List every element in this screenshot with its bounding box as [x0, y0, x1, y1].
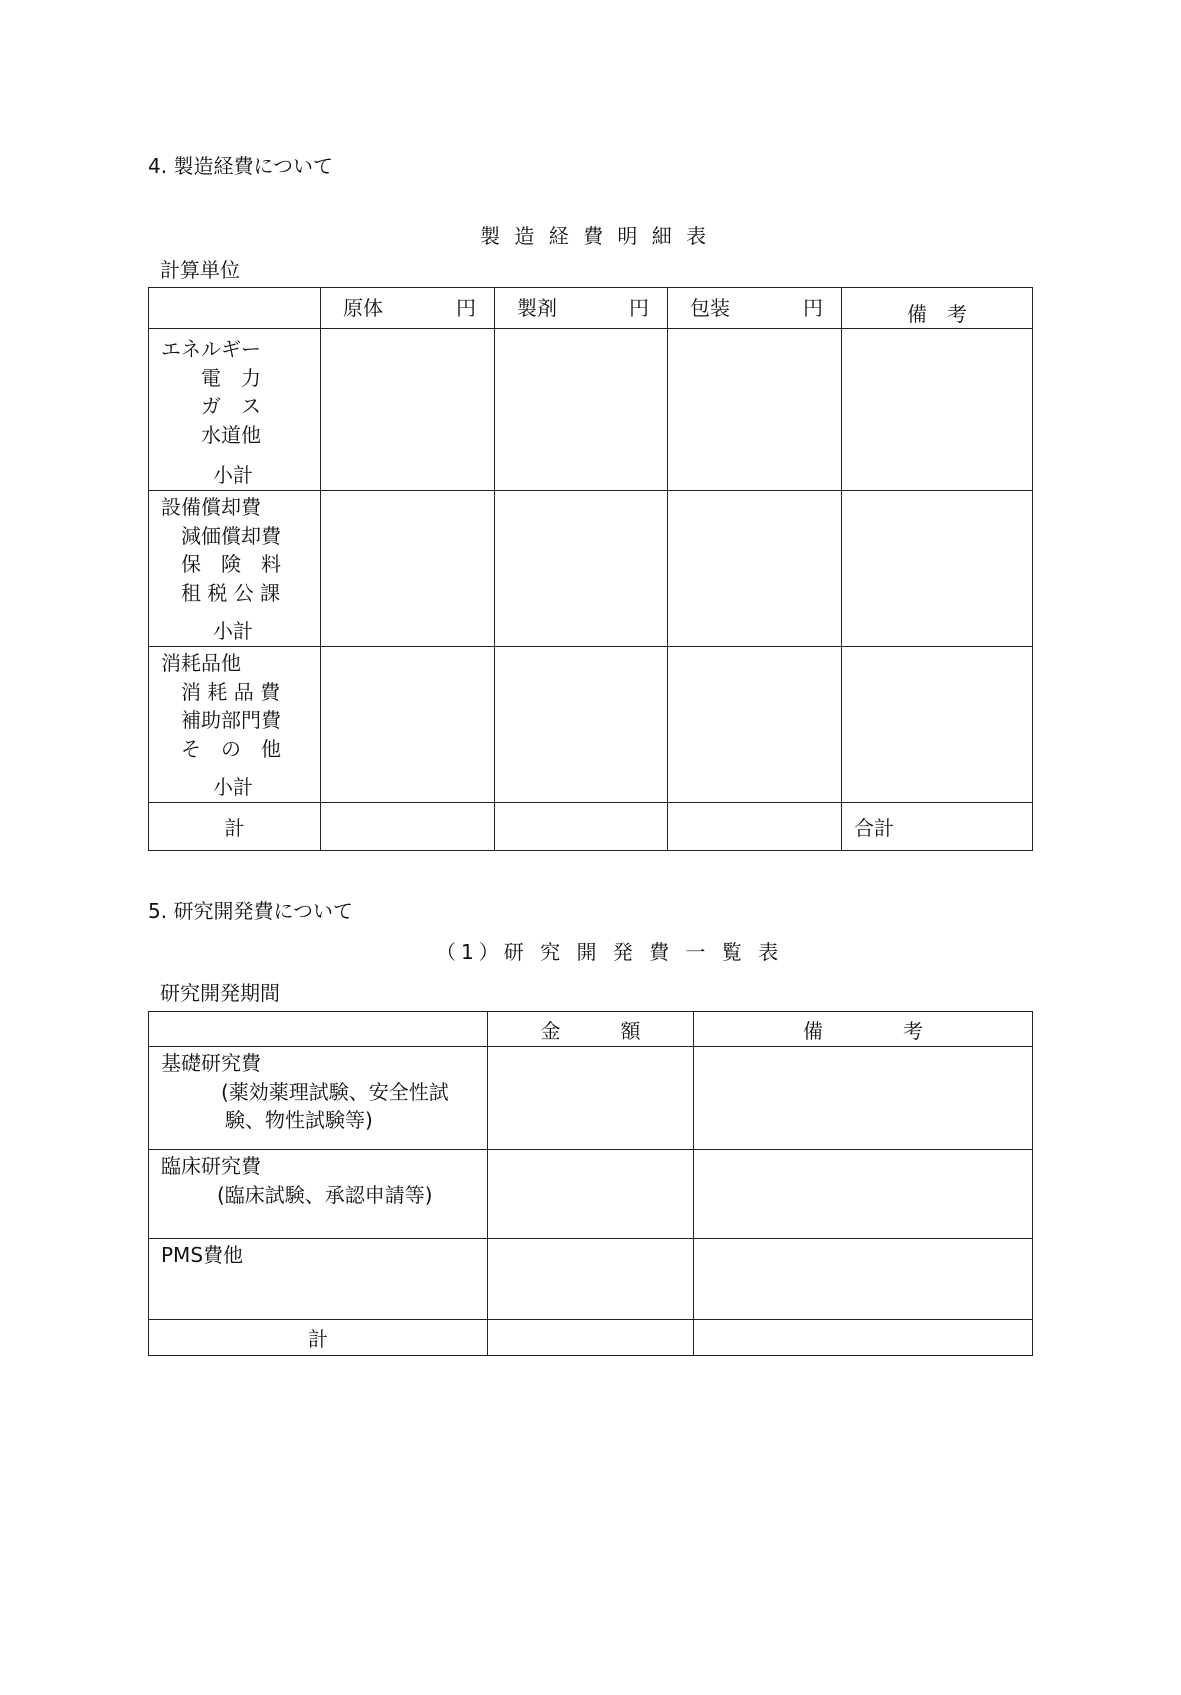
remarks-header: 備 考 — [803, 1018, 923, 1043]
row-label — [149, 1047, 488, 1150]
rd-row-clinical — [149, 1150, 1033, 1239]
cell — [495, 802, 668, 850]
column-name: 製剤 — [517, 296, 557, 320]
total-label-cell — [149, 802, 321, 850]
cell — [842, 329, 1033, 491]
rd-row-basic — [149, 1047, 1033, 1150]
subtotal-label: 小計 — [213, 775, 253, 800]
header-seizai — [495, 288, 668, 329]
column-unit: 円 — [803, 296, 823, 320]
amount-header: 金 額 — [540, 1018, 641, 1043]
manufacturing-expense-table-title: 製 造 経 費 明 細 表 — [480, 224, 711, 248]
cell — [668, 490, 842, 646]
cell — [668, 329, 842, 491]
column-unit: 円 — [629, 296, 649, 320]
header-blank — [149, 288, 321, 329]
rd-period-label: 研究開発期間 — [160, 981, 280, 1005]
row-note: 験、物性試験等) — [225, 1108, 373, 1133]
header-housou — [668, 288, 842, 329]
column-name: 包装 — [690, 296, 730, 320]
calculation-unit-label: 計算単位 — [160, 258, 240, 282]
subtotal-label: 小計 — [213, 463, 253, 488]
total-label-cell — [149, 1320, 488, 1356]
group-item: 減価償却費 — [181, 523, 281, 548]
cell — [694, 1150, 1033, 1239]
group-label — [149, 329, 321, 491]
row-label — [149, 1239, 488, 1320]
total-row — [149, 802, 1033, 850]
row-title: PMS費他 — [161, 1243, 244, 1267]
cell — [488, 1239, 694, 1320]
header-row — [149, 288, 1033, 329]
cell — [495, 329, 668, 491]
cell — [495, 490, 668, 646]
group-row-energy — [149, 329, 1033, 491]
group-item: 水道他 — [201, 422, 261, 447]
cell — [488, 1320, 694, 1356]
cell — [668, 646, 842, 802]
cell — [694, 1239, 1033, 1320]
grand-total-cell — [842, 802, 1033, 850]
header-blank — [149, 1012, 488, 1047]
rd-expense-table-title: （1）研 究 開 発 費 一 覧 表 — [436, 940, 784, 964]
section4-heading: 4. 製造経費について — [148, 154, 334, 178]
group-item: 保 険 料 — [181, 552, 281, 577]
cell — [321, 490, 495, 646]
cell — [668, 802, 842, 850]
header-remarks — [842, 288, 1033, 329]
manufacturing-expense-table — [148, 287, 1033, 851]
group-item: 租 税 公 課 — [181, 580, 281, 605]
row-note: (薬効薬理試験、安全性試 — [221, 1079, 449, 1104]
group-item: 補助部門費 — [181, 708, 281, 733]
cell — [495, 646, 668, 802]
group-item: 電 力 — [201, 365, 261, 390]
header-amount — [488, 1012, 694, 1047]
total-row — [149, 1320, 1033, 1356]
cell — [488, 1150, 694, 1239]
cell — [694, 1047, 1033, 1150]
group-item: ガ ス — [201, 394, 261, 419]
row-title: 基礎研究費 — [161, 1051, 261, 1075]
total-label: 計 — [224, 815, 245, 840]
header-row — [149, 1012, 1033, 1047]
column-unit: 円 — [456, 296, 476, 320]
rd-expense-table — [148, 1011, 1033, 1356]
cell — [321, 646, 495, 802]
cell — [321, 802, 495, 850]
rd-row-pms — [149, 1239, 1033, 1320]
group-row-consumables — [149, 646, 1033, 802]
cell — [842, 490, 1033, 646]
cell — [842, 646, 1033, 802]
header-genmai — [321, 288, 495, 329]
column-name: 原体 — [343, 296, 383, 320]
row-note: (臨床試験、承認申請等) — [217, 1182, 433, 1207]
group-title: エネルギー — [161, 337, 261, 361]
section5-heading: 5. 研究開発費について — [148, 899, 354, 923]
group-item: そ の 他 — [181, 736, 281, 761]
header-remarks — [694, 1012, 1033, 1047]
remarks-header: 備 考 — [907, 302, 967, 326]
row-label — [149, 1150, 488, 1239]
group-title: 設備償却費 — [161, 494, 261, 519]
group-row-depreciation — [149, 490, 1033, 646]
subtotal-label: 小計 — [213, 619, 253, 644]
cell — [694, 1320, 1033, 1356]
group-label — [149, 490, 321, 646]
group-label — [149, 646, 321, 802]
total-label: 計 — [308, 1327, 328, 1351]
grand-total-label: 合計 — [854, 815, 894, 840]
group-title: 消耗品他 — [161, 650, 241, 675]
row-title: 臨床研究費 — [161, 1154, 261, 1178]
cell — [321, 329, 495, 491]
group-item: 消 耗 品 費 — [181, 679, 281, 704]
cell — [488, 1047, 694, 1150]
